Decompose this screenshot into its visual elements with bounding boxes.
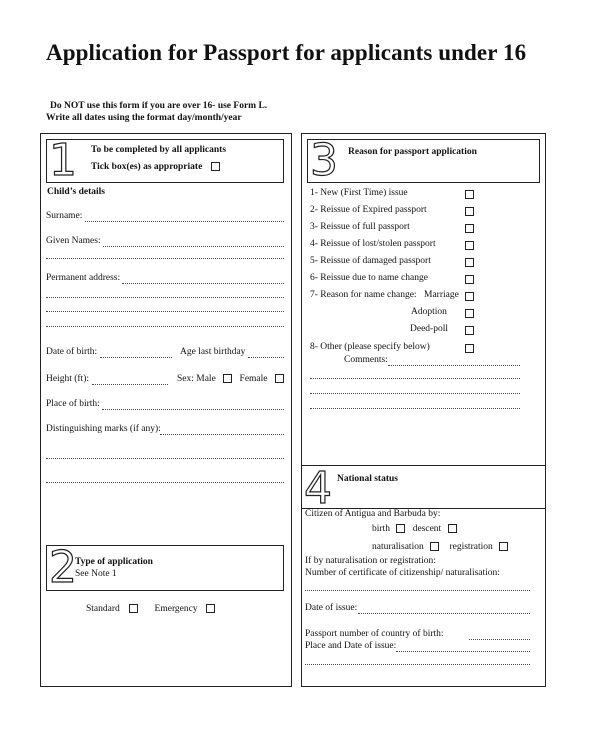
reason-7-deed-poll: Deed-poll (410, 324, 448, 334)
reason-8-checkbox[interactable] (465, 344, 474, 353)
reason-2: 2- Reissue of Expired passport (310, 205, 427, 215)
passport-number-field[interactable] (469, 639, 530, 640)
note-date-format: Write all dates using the format day/month/year (46, 113, 242, 123)
passport-number-label: Passport number of country of birth: (305, 629, 444, 639)
female-checkbox[interactable] (275, 374, 284, 383)
certificate-number-field[interactable] (305, 590, 530, 591)
note-age-limit: Do NOT use this form if you are over 16- use Form L. (50, 101, 268, 111)
comments-field-line3[interactable] (310, 393, 520, 394)
place-of-birth-label: Place of birth: (46, 399, 100, 409)
surname-field[interactable] (85, 221, 284, 222)
sex-male-label: Sex: Male (177, 374, 216, 384)
address-field-line3[interactable] (46, 311, 284, 312)
standard-checkbox[interactable] (129, 604, 138, 613)
age-field[interactable] (248, 357, 284, 358)
national-status-title: National status (337, 474, 398, 484)
page-title: Application for Passport for applicants under 16 (46, 40, 527, 65)
address-field-line2[interactable] (46, 297, 284, 298)
place-date-issue-field-line2[interactable] (305, 664, 530, 665)
permanent-address-label: Permanent address: (46, 273, 121, 283)
place-date-issue-label: Place and Date of issue: (305, 641, 397, 651)
registration-label: registration (449, 542, 493, 552)
male-checkbox[interactable] (223, 374, 232, 383)
birth-checkbox[interactable] (396, 524, 405, 533)
standard-label: Standard (86, 604, 120, 614)
date-of-birth-label: Date of birth: (46, 347, 98, 357)
naturalisation-checkbox[interactable] (430, 542, 439, 551)
distinguishing-marks-label: Distinguishing marks (if any): (46, 424, 161, 434)
comments-label: Comments: (344, 355, 388, 365)
reason-3-checkbox[interactable] (465, 224, 474, 233)
section1-tick-instruction (91, 162, 220, 172)
certificate-number-label: Number of certificate of citizenship/ naturalisation: (305, 568, 500, 578)
section1-number: 1 (49, 135, 77, 186)
comments-field-line1[interactable] (388, 365, 520, 366)
type-of-application-title: Type of application (75, 557, 153, 567)
descent-checkbox[interactable] (448, 524, 457, 533)
reason-2-checkbox[interactable] (465, 207, 474, 216)
reason-4: 4- Reissue of lost/stolen passport (310, 239, 436, 249)
reason-5-checkbox[interactable] (465, 258, 474, 267)
address-field-line4[interactable] (46, 326, 284, 327)
section2-header (46, 542, 284, 593)
given-names-field-line2[interactable] (46, 258, 284, 259)
reason-7: 7- Reason for name change: (310, 290, 417, 300)
standard-option (86, 604, 215, 614)
section2-number: 2 (49, 542, 77, 593)
date-of-birth-field[interactable] (100, 357, 172, 358)
reason-1: 1- New (First Time) issue (310, 188, 408, 198)
place-date-issue-field[interactable] (396, 651, 530, 652)
reason-7-adoption: Adoption (411, 307, 447, 317)
section3-header (307, 135, 540, 186)
height-field[interactable] (92, 384, 168, 385)
reason-7-marriage: Marriage (424, 290, 459, 300)
sex-male-option (177, 374, 284, 384)
birth-label: birth (372, 524, 390, 534)
registration-checkbox[interactable] (499, 542, 508, 551)
comments-field-line4[interactable] (310, 408, 520, 409)
reason-8: 8- Other (please specify below) (310, 342, 430, 352)
reason-title: Reason for passport application (348, 147, 477, 157)
section1-instruction: To be completed by all applicants (91, 145, 227, 155)
reason-6-checkbox[interactable] (465, 275, 474, 284)
age-last-birthday-label: Age last birthday (180, 347, 246, 357)
naturalisation-registration-options (372, 542, 508, 552)
if-by-naturalisation-label: If by naturalisation or registration: (305, 556, 436, 566)
distinguishing-marks-line2[interactable] (46, 458, 284, 459)
descent-label: descent (412, 524, 442, 534)
emergency-checkbox[interactable] (206, 604, 215, 613)
date-of-issue-label: Date of issue: (305, 603, 358, 613)
height-label: Height (ft): (46, 374, 90, 384)
naturalisation-label: naturalisation (372, 542, 424, 552)
section3-number: 3 (310, 135, 338, 186)
reason-6: 6- Reissue due to name change (310, 273, 428, 283)
place-of-birth-field[interactable] (102, 409, 284, 410)
reason-5: 5- Reissue of damaged passport (310, 256, 431, 266)
citizen-by-label: Citizen of Antigua and Barbuda by: (305, 509, 441, 519)
marriage-checkbox[interactable] (465, 292, 474, 301)
distinguishing-marks-field[interactable] (160, 434, 284, 435)
childs-details-heading: Child’s details (47, 187, 105, 197)
address-field-line1[interactable] (122, 283, 284, 284)
distinguishing-marks-line3[interactable] (46, 482, 284, 483)
birth-descent-options (372, 524, 457, 534)
surname-label: Surname: (46, 211, 83, 221)
given-names-field[interactable] (103, 246, 284, 247)
emergency-label: Emergency (154, 604, 198, 614)
example-checkbox (211, 162, 220, 171)
given-names-label: Given Names: (46, 236, 101, 246)
reason-3: 3- Reissue of full passport (310, 222, 410, 232)
deed-poll-checkbox[interactable] (465, 326, 474, 335)
female-label: Female (239, 374, 268, 384)
see-note-1: See Note 1 (75, 569, 117, 579)
reason-1-checkbox[interactable] (465, 190, 474, 199)
comments-field-line2[interactable] (310, 378, 520, 379)
section4-number: 4 (304, 463, 332, 514)
date-of-issue-field[interactable] (358, 613, 530, 614)
reason-4-checkbox[interactable] (465, 241, 474, 250)
adoption-checkbox[interactable] (465, 309, 474, 318)
tick-instruction-label: Tick box(es) as appropriate (91, 162, 203, 172)
